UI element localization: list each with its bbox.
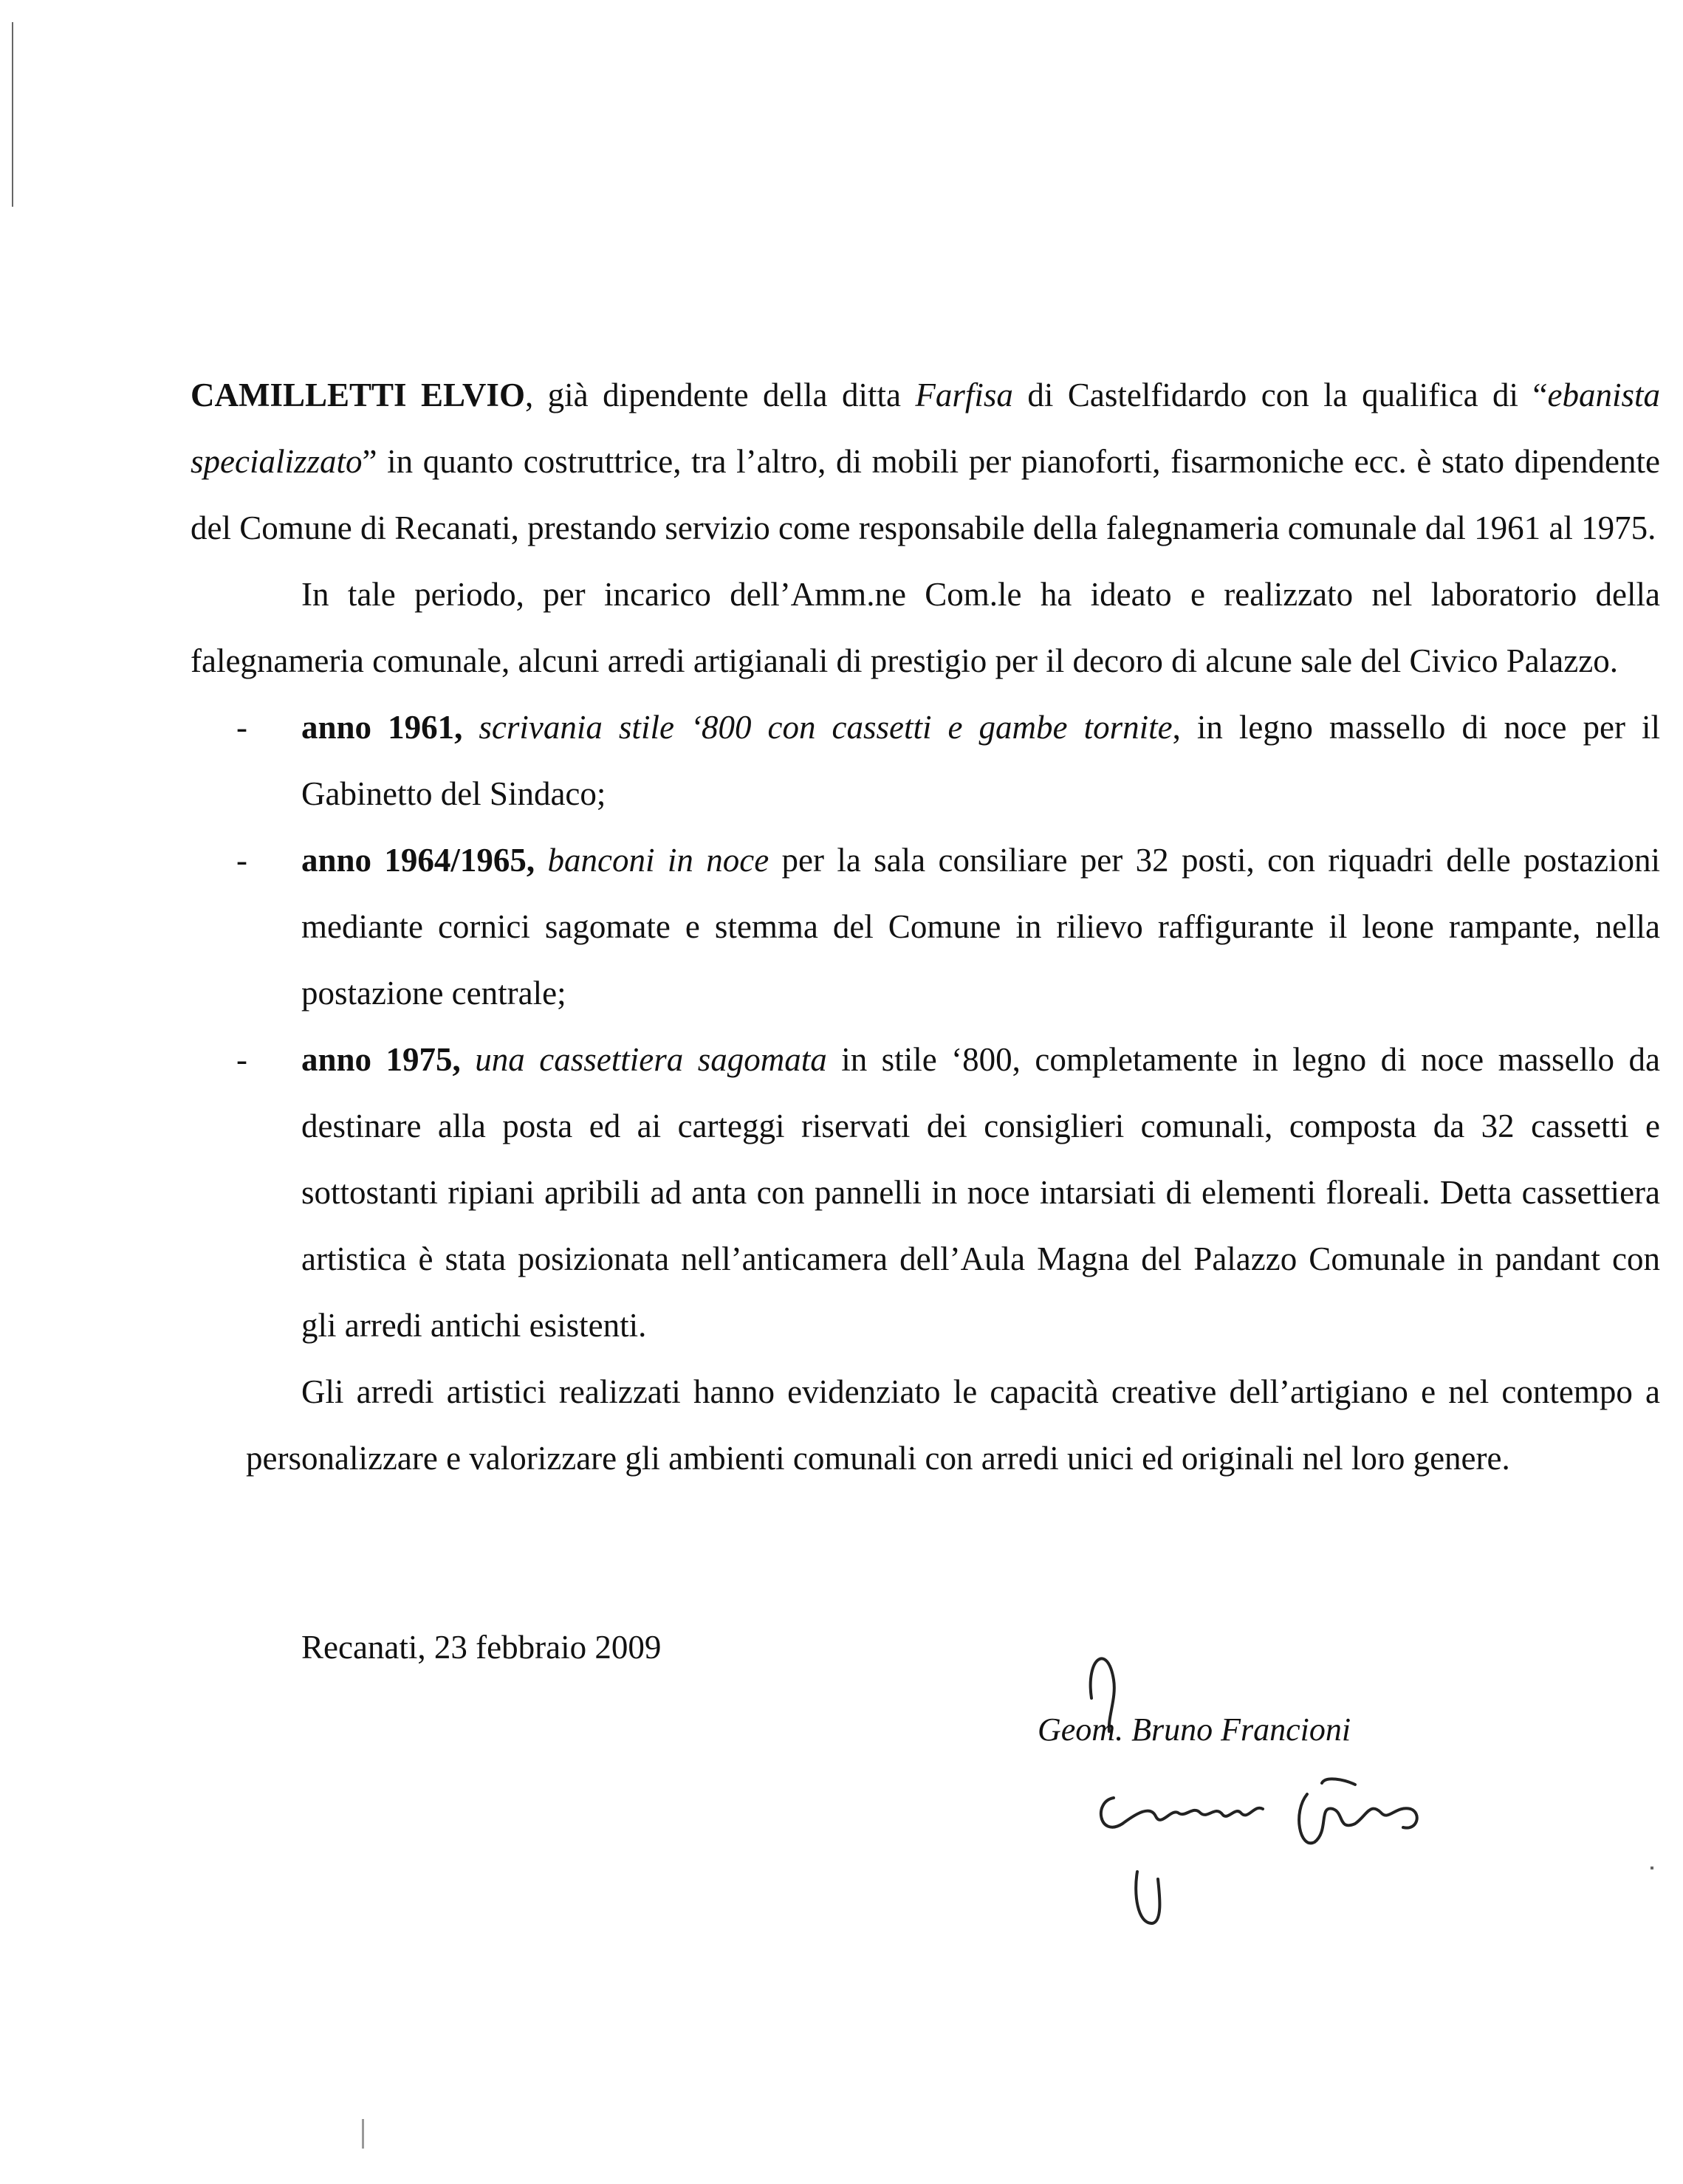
item-title: banconi in noce [535, 842, 769, 879]
scan-dot [1651, 1867, 1653, 1869]
list-item: - anno 1964/1965, banconi in noce per la sala consiliare per 32 posti, con riquadri delle postazioni mediante cornici sagomate e stemma del Comune in rilievo raffigurante il leone rampante, nella postazione centrale; [236, 842, 1660, 1012]
list-item: - anno 1961, scrivania stile ‘800 con cassetti e gambe tornite, in legno massello di noce per il Gabinetto del Sindaco; [236, 709, 1660, 812]
handwritten-signature [1063, 1628, 1462, 1938]
closing-paragraph: Gli arredi artistici realizzati hanno evidenziato le capacità creative dell’artigiano e nel contempo a personalizzare e valorizzare gli ambienti comunali con arredi unici ed originali nel loro genere. [246, 1373, 1660, 1477]
item-year: anno 1975, [301, 1041, 461, 1078]
furniture-list [191, 694, 1660, 1359]
list-item: - anno 1975, una cassettiera sagomata in stile ‘800, completamente in legno di noce massello da destinare alla posta ed ai carteggi riservati dei consiglieri comunali, composta da 32 cassetti e sottostanti ripiani apribili ad anta con pannelli in noce intarsiati di elementi floreali. Detta cassettiera artistica è stata posizionata nell’anticamera dell’Aula Magna del Palazzo Comunale in pandant con gli arredi antichi esistenti. [236, 1041, 1660, 1344]
scan-edge-line [12, 22, 13, 207]
item-year: anno 1964/1965, [301, 842, 535, 879]
period-paragraph: In tale periodo, per incarico dell’Amm.ne Com.le ha ideato e realizzato nel laboratorio della falegnameria comunale, alcuni arredi artigianali di prestigio per il decoro di alcune sale del Civico Palazzo. [191, 576, 1660, 679]
intro-paragraph: CAMILLETTI ELVIO, già dipendente della ditta Farfisa di Castelfidardo con la qualifica di “ebanista specializzato” in quanto costruttrice, tra l’altro, di mobili per pianoforti, fisarmoniche ecc. è stato dipendente del Comune di Recanati, prestando servizio come responsabile della falegnameria comunale dal 1961 al 1975. [191, 377, 1660, 546]
item-year: anno 1961, [301, 709, 463, 746]
place-date: Recanati, 23 febbraio 2009 [301, 1629, 662, 1666]
item-title: una cassettiera sagomata [460, 1041, 827, 1078]
qualification: ebanista specializzato [191, 377, 1660, 480]
letter-body [191, 362, 1660, 1491]
scan-dot [362, 2119, 364, 2149]
company-name: Farfisa [915, 377, 1013, 413]
person-name: CAMILLETTI ELVIO [191, 377, 525, 413]
signatory-name: Geom. Bruno Francioni [1038, 1711, 1351, 1748]
item-title: scrivania stile ‘800 con cassetti e gambe tornite [462, 709, 1173, 746]
